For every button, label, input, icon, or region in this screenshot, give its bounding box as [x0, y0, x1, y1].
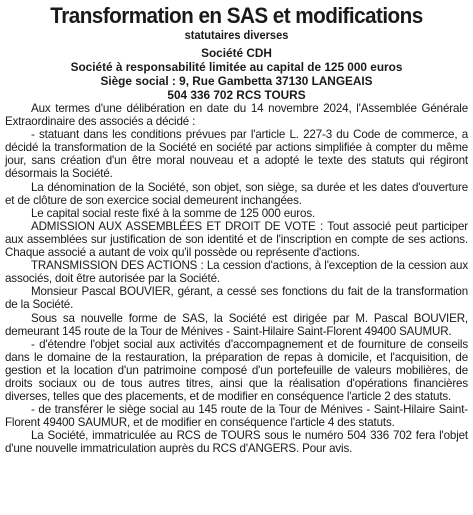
paragraph-seat-transfer: - de transférer le siège social au 145 route de la Tour de Ménives - Saint-Hilaire Saint-Florent 49400 SAUMUR, et de modifier en conséquence l'article 4 des statuts.	[5, 403, 468, 430]
company-legal-form: Société à responsabilité limitée au capital de 125 000 euros	[70, 60, 403, 74]
company-registered-office: Siège social : 9, Rue Gambetta 37130 LANGEAIS	[100, 74, 373, 88]
notice-body	[5, 102, 468, 456]
paragraph-denomination: La dénomination de la Société, son objet, son siège, sa durée et les dates d'ouverture et de clôture de son exercice social demeurent inchangées.	[5, 180, 468, 207]
company-rcs-number: 504 336 702 RCS TOURS	[167, 88, 306, 102]
company-name: Société CDH	[201, 46, 272, 60]
paragraph-registration: La Société, immatriculée au RCS de TOURS sous le numéro 504 336 702 fera l'objet d'une nouvelle immatriculation auprès du RCS d'ANGERS. Pour avis.	[5, 429, 468, 456]
paragraph-capital: Le capital social reste fixé à la somme de 125 000 euros.	[31, 206, 316, 220]
paragraph-former-manager: Monsieur Pascal BOUVIER, gérant, a cessé ses fonctions du fait de la transformation de la Société.	[5, 285, 468, 312]
paragraph-deliberation: Aux termes d'une délibération en date du 14 novembre 2024, l'Assemblée Générale Extraordinaire des associés a décidé :	[5, 102, 468, 129]
company-header	[5, 46, 468, 102]
notice-subtitle: statutaires diverses	[184, 28, 289, 42]
paragraph-admission: ADMISSION AUX ASSEMBLÉES ET DROIT DE VOTE : Tout associé peut participer aux assemblées sur justification de son identité et de l'inscription en compte de ses actions. Chaque associé a autant de voix qu'il possède ou représente d'actions.	[5, 219, 468, 260]
paragraph-transformation: - statuant dans les conditions prévues par l'article L. 227-3 du Code de commerce, a décidé la transformation de la Société en société par actions simplifiée à compter du même jour, sans création d'un être moral nouveau et a adopté le texte des statuts qui régiront désormais la Société.	[5, 128, 468, 181]
paragraph-object-extension: - d'étendre l'objet social aux activités d'accompagnement et de fourniture de conseils dans le domaine de la restauration, la préparation de repas à domicile, et l'acquisition, de gestion et la location d'un patrimoine composé d'un portefeuille de valeurs mobilières, de droits sociaux ou de tous autres titres, ainsi que la réalisation d'opérations financières diverses, telles que des placements, et de modifier en conséquence l'article 2 des statuts.	[5, 337, 468, 404]
paragraph-new-president: Sous sa nouvelle forme de SAS, la Société est dirigée par M. Pascal BOUVIER, demeurant 145 route de la Tour de Ménives - Saint-Hilaire Saint-Florent 49400 SAUMUR.	[5, 311, 468, 338]
notice-title: Transformation en SAS et modifications	[50, 3, 423, 28]
paragraph-transmission: TRANSMISSION DES ACTIONS : La cession d'actions, à l'exception de la cession aux associés, doit être autorisée par la Société.	[5, 259, 468, 286]
